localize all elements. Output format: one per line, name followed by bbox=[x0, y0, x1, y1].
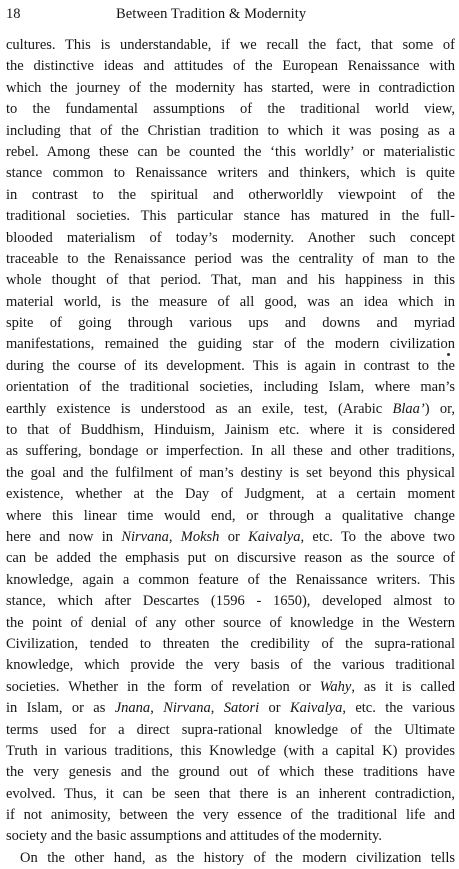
page-header bbox=[6, 6, 453, 28]
text-line bbox=[6, 613, 455, 634]
text-run: or bbox=[219, 528, 249, 545]
italic-term: Blaa’ bbox=[392, 400, 425, 417]
text-run: to the fundamental assumptions of the traditional world view, bbox=[6, 101, 455, 118]
text-run: earthly existence is understood as an exile, test, (Arabic bbox=[6, 400, 393, 417]
text-line bbox=[6, 56, 455, 77]
italic-term: Wahy bbox=[319, 678, 352, 695]
italic-term: Satori bbox=[223, 700, 260, 717]
text-line bbox=[6, 228, 455, 249]
italic-term: Kaivalya bbox=[289, 700, 343, 717]
text-run: , etc. To the above two bbox=[300, 528, 455, 545]
text-line bbox=[6, 292, 455, 313]
running-title: Between Tradition & Modernity bbox=[116, 6, 307, 22]
text-run: where this linear time would end, or through a qualitative change bbox=[6, 507, 455, 524]
text-run: , etc. the various bbox=[342, 700, 455, 717]
text-line bbox=[6, 720, 455, 741]
italic-term: Kaivalya bbox=[248, 528, 301, 545]
text-line bbox=[6, 185, 455, 206]
text-line bbox=[6, 441, 455, 462]
text-line bbox=[6, 463, 455, 484]
text-run: or bbox=[259, 700, 290, 717]
text-run: during the course of its development. This is again in contrast to the bbox=[6, 357, 455, 374]
text-run: in Islam, or as bbox=[6, 700, 115, 717]
text-line bbox=[6, 506, 455, 527]
text-run: traceable to the Renaissance period was the centrality of man to the bbox=[6, 250, 455, 267]
text-run: rebel. Among these can be counted the ‘this worldly’ or materialistic bbox=[6, 143, 455, 160]
text-run: existence, whether at the Day of Judgment, at a certain moment bbox=[6, 486, 455, 503]
text-run: Truth in various traditions, this Knowledge (with a capital K) provides bbox=[6, 742, 455, 759]
text-line bbox=[6, 484, 455, 505]
text-run: the distinctive ideas and attitudes of the European Renaissance with bbox=[6, 58, 455, 75]
text-run: manifestations, remained the guiding star of the modern civilization bbox=[6, 336, 455, 353]
text-run: including that of the Christian tradition to which it was posing as a bbox=[6, 122, 455, 139]
text-line bbox=[6, 548, 455, 569]
text-line bbox=[6, 848, 455, 869]
text-line bbox=[6, 163, 455, 184]
text-run: , bbox=[210, 700, 224, 717]
text-line bbox=[6, 35, 455, 56]
text-run: knowledge, again a common feature of the Renaissance writers. This bbox=[6, 571, 455, 588]
text-line bbox=[6, 313, 455, 334]
text-run: material world, is the measure of all good, was an idea which in bbox=[6, 293, 455, 310]
text-line bbox=[6, 634, 455, 655]
text-run: traditional societies. This particular stance has matured in the full- bbox=[6, 208, 455, 225]
text-line bbox=[6, 99, 455, 120]
text-line bbox=[6, 826, 455, 847]
text-run: the point of denial of any other source of knowledge in the Western bbox=[6, 614, 455, 631]
text-run: terms used for a direct supra-rational knowledge of the Ultimate bbox=[6, 721, 455, 738]
text-line bbox=[6, 591, 455, 612]
text-run: , bbox=[168, 528, 181, 545]
text-run: the goal and the fulfilment of man’s destiny is set beyond this physical bbox=[6, 464, 455, 481]
text-line bbox=[6, 677, 455, 698]
text-run: blooded materialism of today’s modernity. Another such concept bbox=[6, 229, 455, 246]
text-run: knowledge, which provide the very basis of the various traditional bbox=[6, 657, 455, 674]
text-line bbox=[6, 121, 455, 142]
text-run: evolved. Thus, it can be seen that there is an inherent contradiction, bbox=[6, 785, 455, 802]
text-run: , as it is called bbox=[351, 678, 456, 695]
text-run: On the other hand, as the history of the modern civilization tells bbox=[20, 849, 455, 866]
text-line bbox=[6, 206, 455, 227]
italic-term: Moksh bbox=[180, 528, 220, 545]
text-run: whole thought of that period. That, man and his happiness in this bbox=[6, 272, 455, 289]
text-line bbox=[6, 570, 455, 591]
text-run: which the journey of the modernity has started, were in contradiction bbox=[6, 79, 455, 96]
text-run: stance, which after Descartes (1596 - 1650), developed almost to bbox=[6, 593, 455, 610]
text-line bbox=[6, 784, 455, 805]
text-run: , bbox=[150, 700, 164, 717]
text-line bbox=[6, 420, 455, 441]
text-run: the very genesis and the ground out of which these traditions have bbox=[6, 764, 455, 781]
text-line bbox=[6, 270, 455, 291]
text-line bbox=[6, 762, 455, 783]
text-run: spite of going through various ups and downs and myriad bbox=[6, 315, 455, 332]
text-run: orientation of the traditional societies, including Islam, where man’s bbox=[6, 379, 455, 396]
text-line bbox=[6, 741, 455, 762]
page-number: 18 bbox=[6, 6, 21, 22]
text-line bbox=[6, 142, 455, 163]
text-run: cultures. This is understandable, if we recall the fact, that some of bbox=[6, 37, 455, 53]
text-line bbox=[6, 334, 455, 355]
italic-term: Jnana bbox=[114, 700, 151, 717]
text-line bbox=[6, 377, 455, 398]
text-line bbox=[6, 356, 455, 377]
text-line bbox=[6, 249, 455, 270]
italic-term: Nirvana bbox=[163, 700, 211, 717]
text-line bbox=[6, 805, 455, 826]
body-text bbox=[6, 35, 455, 869]
text-run: can be added the emphasis put on discursive reason as the source of bbox=[6, 550, 455, 567]
text-line bbox=[6, 527, 455, 548]
text-run: to that of Buddhism, Hinduism, Jainism etc. where it is considered bbox=[6, 422, 455, 439]
text-run: stance common to Renaissance writers and thinkers, which is quite bbox=[6, 165, 455, 182]
text-line bbox=[6, 399, 455, 420]
text-run: if not animosity, between the very essence of the traditional life and bbox=[6, 807, 455, 824]
text-run: ) or, bbox=[424, 400, 455, 417]
text-run: here and now in bbox=[6, 528, 122, 545]
text-line bbox=[6, 78, 455, 99]
text-line bbox=[6, 655, 455, 676]
text-run: as suffering, bondage or imperfection. In all these and other traditions, bbox=[6, 443, 455, 460]
text-run: societies. Whether in the form of revelation or bbox=[6, 678, 320, 695]
ink-speck bbox=[447, 353, 450, 356]
text-line bbox=[6, 698, 455, 719]
text-run: in contrast to the spiritual and otherworldly viewpoint of the bbox=[6, 186, 455, 203]
text-run: society and the basic assumptions and attitudes of the modernity. bbox=[6, 828, 382, 845]
italic-term: Nirvana bbox=[121, 528, 169, 545]
text-run: Civilization, tended to threaten the credibility of the supra-rational bbox=[6, 635, 455, 652]
